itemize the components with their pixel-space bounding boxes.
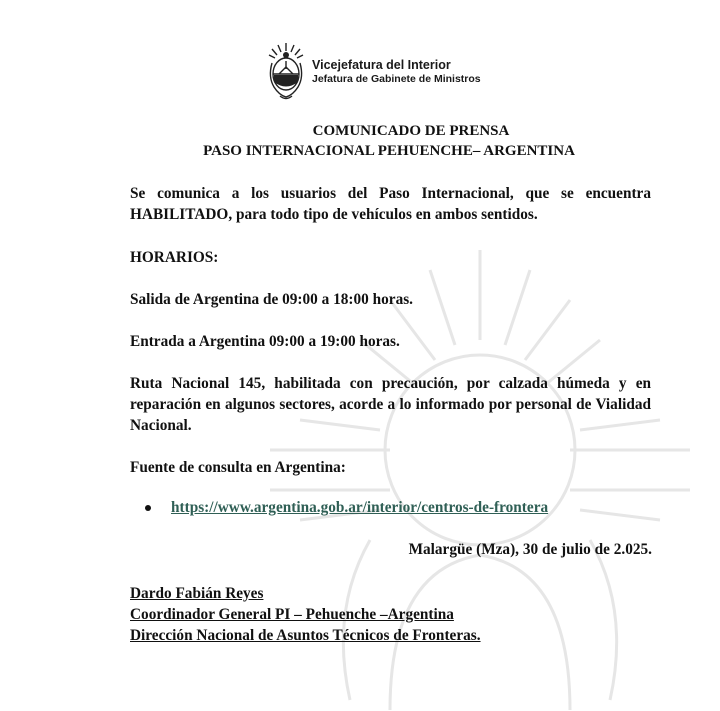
source-link[interactable]: https://www.argentina.gob.ar/interior/centros-de-frontera xyxy=(171,499,549,516)
title-line-2: PASO INTERNACIONAL PEHUENCHE– ARGENTINA xyxy=(203,143,575,159)
list-item xyxy=(145,499,548,517)
intro-paragraph: Se comunica a los usuarios del Paso Internacional, que se encuentra HABILITADO, para todo tipo de vehículos en ambos sentidos. xyxy=(130,185,651,223)
signature-office: Dirección Nacional de Asuntos Técnicos de Fronteras. xyxy=(130,627,481,644)
entrada-schedule: Entrada a Argentina 09:00 a 19:00 horas. xyxy=(130,333,400,350)
bullet-dot-icon xyxy=(145,505,151,511)
signature-role: Coordinador General PI – Pehuenche –Argentina xyxy=(130,606,454,623)
date-line: Malargüe (Mza), 30 de julio de 2.025. xyxy=(408,541,652,558)
title-line-1: COMUNICADO DE PRENSA xyxy=(312,123,510,139)
signature-name: Dardo Fabián Reyes xyxy=(130,585,264,602)
route-status-paragraph: Ruta Nacional 145, habilitada con precaución, por calzada húmeda y en reparación en algunos sectores, acorde a lo informado por personal de Vialidad Nacional. xyxy=(130,375,651,434)
press-release-title xyxy=(0,121,720,161)
argentina-coat-of-arms-icon xyxy=(266,41,306,103)
document-header xyxy=(266,40,481,104)
horarios-heading: HORARIOS: xyxy=(130,249,219,266)
org-title: Vicejefatura del Interior xyxy=(312,58,451,73)
org-subtitle: Jefatura de Gabinete de Ministros xyxy=(312,73,481,86)
source-label: Fuente de consulta en Argentina: xyxy=(130,459,346,476)
salida-schedule: Salida de Argentina de 09:00 a 18:00 horas. xyxy=(130,291,414,308)
signature-block xyxy=(130,583,481,646)
